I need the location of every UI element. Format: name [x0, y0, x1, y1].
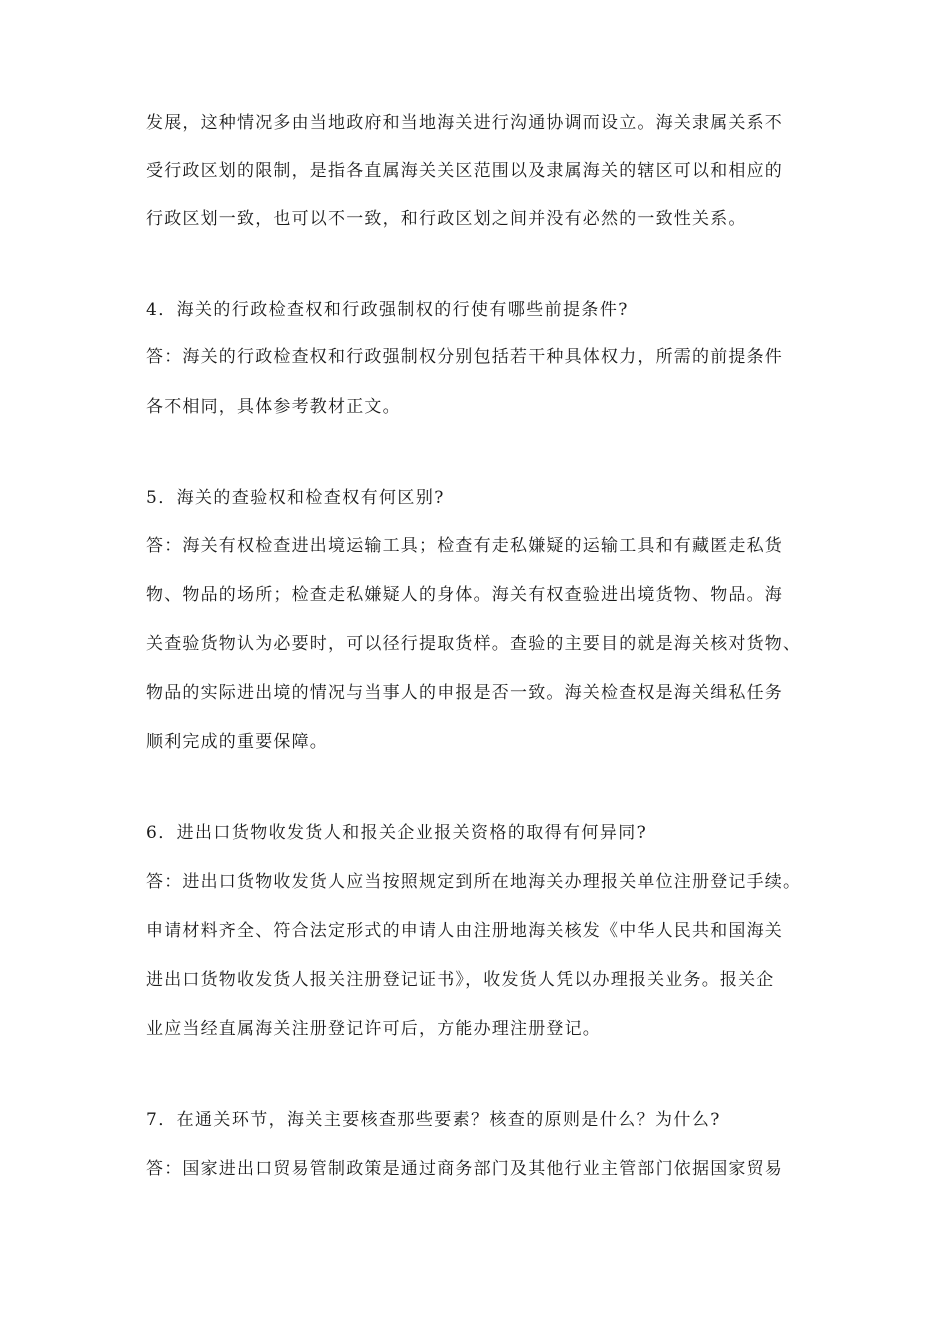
- answer-line: 物、物品的场所；检查走私嫌疑人的身体。海关有权查验进出境货物、物品。海: [146, 585, 783, 605]
- question-6: 6．进出口货物收发货人和报关企业报关资格的取得有何异同?: [146, 823, 648, 843]
- question-7: 7．在通关环节，海关主要核查那些要素？核查的原则是什么？为什么?: [146, 1110, 721, 1130]
- question-5: 5．海关的查验权和检查权有何区别?: [146, 488, 445, 508]
- paragraph-line: 受行政区划的限制，是指各直属海关关区范围以及隶属海关的辖区可以和相应的: [146, 161, 783, 181]
- answer-line: 答：国家进出口贸易管制政策是通过商务部门及其他行业主管部门依据国家贸易: [146, 1159, 783, 1179]
- answer-line: 业应当经直属海关注册登记许可后，方能办理注册登记。: [146, 1019, 601, 1039]
- answer-line: 各不相同，具体参考教材正文。: [146, 397, 401, 417]
- answer-line: 关查验货物认为必要时，可以径行提取货样。查验的主要目的就是海关核对货物、: [146, 634, 802, 654]
- question-4: 4．海关的行政检查权和行政强制权的行使有哪些前提条件?: [146, 300, 629, 320]
- answer-line: 顺利完成的重要保障。: [146, 732, 328, 752]
- paragraph-line: 行政区划一致，也可以不一致，和行政区划之间并没有必然的一致性关系。: [146, 209, 747, 229]
- answer-line: 物品的实际进出境的情况与当事人的申报是否一致。海关检查权是海关缉私任务: [146, 683, 783, 703]
- answer-line: 答：海关的行政检查权和行政强制权分别包括若干种具体权力，所需的前提条件: [146, 347, 783, 367]
- paragraph-line: 发展，这种情况多由当地政府和当地海关进行沟通协调而设立。海关隶属关系不: [146, 113, 783, 133]
- answer-line: 答：进出口货物收发货人应当按照规定到所在地海关办理报关单位注册登记手续。: [146, 872, 802, 892]
- answer-line: 进出口货物收发货人报关注册登记证书》，收发货人凭以办理报关业务。报关企: [146, 970, 775, 990]
- answer-line: 答：海关有权检查进出境运输工具；检查有走私嫌疑的运输工具和有藏匿走私货: [146, 536, 783, 556]
- answer-line: 申请材料齐全、符合法定形式的申请人由注册地海关核发《中华人民共和国海关: [146, 921, 783, 941]
